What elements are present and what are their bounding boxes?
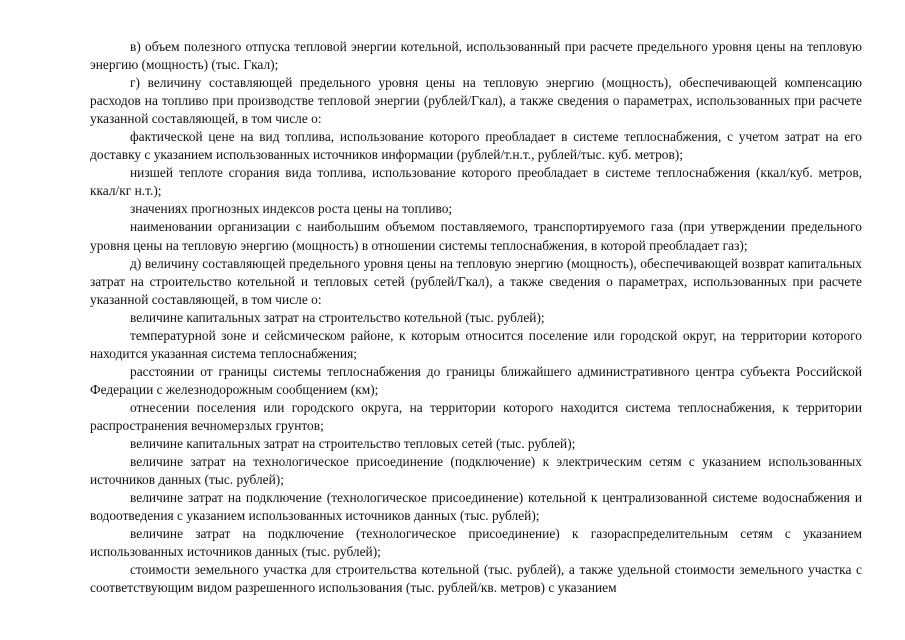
paragraph-electric-connection: величине затрат на технологическое присоединение (подключение) к электрическим сетям с указанием использованных источников данных (тыс. рублей); (90, 454, 862, 488)
paragraph-network-capex: величине капитальных затрат на строительство тепловых сетей (тыс. рублей); (130, 436, 576, 452)
paragraph-distance: расстоянии от границы системы теплоснабжения до границы ближайшего административного центра субъекта Российской Федерации с железнодорожным сообщением (км); (90, 363, 862, 397)
paragraph-land-cost: стоимости земельного участка для строительства котельной (тыс. рублей), а также удельной стоимости земельного участка с соответствующим видом разрешенного использования (тыс. рублей/кв. метров) с указанием (90, 562, 862, 596)
paragraph-water-connection: величине затрат на подключение (технологическое присоединение) котельной к централизованной системе водоснабжения и водоотведения с указанием использованных источников данных (тыс. рублей); (90, 490, 862, 524)
document-body (90, 38, 862, 597)
paragraph-price-indices: значениях прогнозных индексов роста цены на топливо; (130, 201, 453, 217)
paragraph-gas-connection: величине затрат на подключение (технологическое присоединение) к газораспределительным сетям с указанием использованных источников данных (тыс. рублей); (90, 526, 862, 560)
paragraph-v-heat-output: в) объем полезного отпуска тепловой энергии котельной, использованный при расчете предельного уровня цены на тепловую энергию (мощность) (тыс. Гкал); (90, 39, 862, 73)
paragraph-gas-organization: наименовании организации с наибольшим объемом поставляемого, транспортируемого газа (при утверждении предельного уровня цены на тепловую энергию (мощность) в отношении системы теплоснабжения, в которой преобладает газ); (90, 219, 862, 253)
paragraph-temperature-zone: температурной зоне и сейсмическом районе, к которым относится поселение или городской округ, на территории которого находится указанная система теплоснабжения; (90, 327, 862, 361)
paragraph-permafrost: отнесении поселения или городского округа, на территории которого находится система теплоснабжения, к территории распространения вечномерзлых грунтов; (90, 399, 862, 433)
paragraph-fuel-price: фактической цене на вид топлива, использование которого преобладает в системе теплоснабжения, с учетом затрат на его доставку с указанием использованных источников информации (рублей/т.н.т., рублей/тыс. куб. метров); (90, 129, 862, 163)
paragraph-d-capital-component: д) величину составляющей предельного уровня цены на тепловую энергию (мощность), обеспечивающей возврат капитальных затрат на строительство котельной и тепловых сетей (рублей/Гкал), а также сведения о параметрах, использованных при расчете указанной составляющей, в том числе о: (90, 255, 862, 307)
paragraph-calorific-value: низшей теплоте сгорания вида топлива, использование которого преобладает в системе теплоснабжения (ккал/куб. метров, ккал/кг н.т.); (90, 165, 862, 199)
paragraph-boiler-capex: величине капитальных затрат на строительство котельной (тыс. рублей); (130, 309, 545, 325)
paragraph-g-fuel-component: г) величину составляющей предельного уровня цены на тепловую энергию (мощность), обеспечивающей компенсацию расходов на топливо при производстве тепловой энергии (рублей/Гкал), а также сведения о параметрах, использованных при расчете указанной составляющей, в том числе о: (90, 75, 862, 127)
